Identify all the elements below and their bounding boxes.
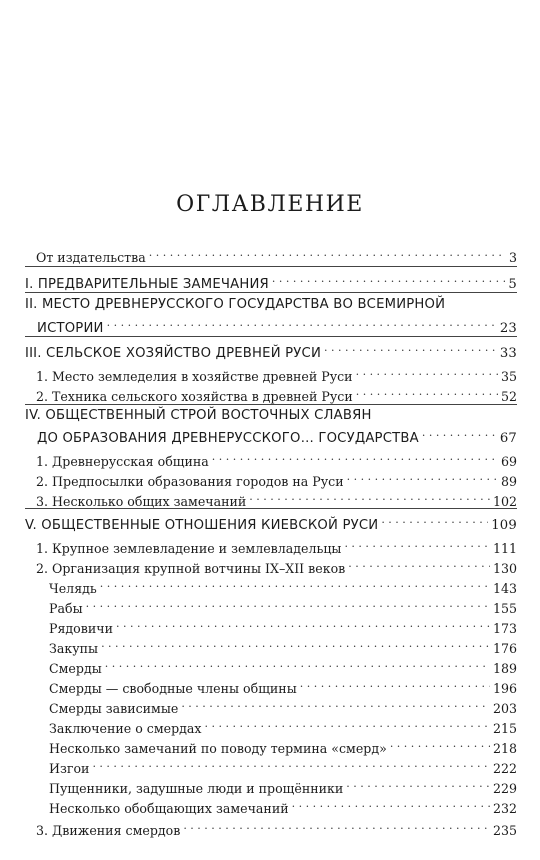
toc-entry-label: 1. Крупное землевладение и землевладельцы — [36, 541, 342, 556]
toc-page-number: 89 — [500, 474, 517, 489]
toc-page-number: 109 — [491, 518, 517, 533]
divider — [25, 292, 517, 293]
toc-part-label: V. ОБЩЕСТВЕННЫЕ ОТНОШЕНИЯ КИЕВСКОЙ РУСИ — [25, 518, 379, 533]
toc-page-number: 215 — [492, 721, 517, 736]
leader-dots — [272, 270, 506, 288]
toc-page-number: 67 — [499, 431, 517, 446]
toc-entry-label: Пущенники, задушные люди и прощённики — [49, 781, 344, 796]
toc-page-number: 218 — [492, 741, 517, 756]
divider — [25, 266, 517, 267]
toc-entry-label: Челядь — [49, 581, 97, 596]
toc-part-3[interactable] — [25, 339, 517, 361]
toc-subentry[interactable] — [49, 595, 517, 616]
leader-dots — [292, 795, 490, 813]
toc-subentry[interactable] — [49, 775, 517, 796]
toc-subentry[interactable] — [49, 675, 517, 696]
toc-entry-label: Смерды — [49, 661, 102, 676]
leader-dots — [249, 488, 490, 506]
toc-entry-label: 3. Движения смердов — [36, 823, 181, 838]
leader-dots — [348, 555, 490, 573]
toc-part-5[interactable] — [25, 511, 517, 533]
toc-page-number: 176 — [492, 641, 517, 656]
toc-entry-label: Закупы — [49, 641, 99, 656]
leader-dots — [116, 615, 490, 633]
divider — [25, 336, 517, 337]
toc-entry-label: 2. Предпосылки образования городов на Руси — [36, 474, 344, 489]
toc-subentry[interactable] — [49, 755, 517, 776]
toc-subentry[interactable] — [49, 715, 517, 736]
toc-part-4[interactable] — [37, 424, 517, 446]
toc-entry[interactable] — [36, 555, 517, 576]
toc-page-number: 5 — [508, 277, 517, 292]
leader-dots — [356, 383, 498, 401]
leader-dots — [346, 775, 490, 793]
toc-page-number: 52 — [500, 389, 517, 404]
toc-subentry[interactable] — [49, 695, 517, 716]
toc-entry[interactable] — [36, 448, 517, 469]
toc-entry-label: Рабы — [49, 601, 83, 616]
toc-part-label: ИСТОРИИ — [37, 321, 104, 336]
toc-page-number: 69 — [500, 454, 517, 469]
toc-entry-label: Заключение о смердах — [49, 721, 202, 736]
divider — [25, 508, 517, 509]
leader-dots — [344, 535, 490, 553]
toc-entry-label: Смерды — свободные члены общины — [49, 681, 297, 696]
toc-part-label: ДО ОБРАЗОВАНИЯ ДРЕВНЕРУССКОГО… ГОСУДАРСТВА — [37, 431, 419, 446]
leader-dots — [390, 735, 490, 753]
toc-page-number: 232 — [492, 801, 517, 816]
toc-part-label: I. ПРЕДВАРИТЕЛЬНЫЕ ЗАМЕЧАНИЯ — [25, 277, 269, 292]
leader-dots — [300, 675, 490, 693]
leader-dots — [356, 363, 498, 381]
toc-subentry[interactable] — [49, 615, 517, 636]
toc-entry-label: Смерды зависимые — [49, 701, 179, 716]
leader-dots — [149, 244, 506, 262]
leader-dots — [381, 511, 488, 529]
toc-entry[interactable] — [36, 817, 517, 838]
toc-subentry[interactable] — [49, 635, 517, 656]
toc-subentry[interactable] — [49, 795, 517, 816]
leader-dots — [205, 715, 490, 733]
leader-dots — [86, 595, 490, 613]
leader-dots — [100, 575, 490, 593]
leader-dots — [347, 468, 498, 486]
leader-dots — [101, 635, 490, 653]
toc-page-number: 111 — [492, 541, 517, 556]
toc-entry-label: 1. Древнерусская община — [36, 454, 209, 469]
toc-page-number: 23 — [499, 321, 517, 336]
toc-entry[interactable] — [36, 488, 517, 509]
toc-subentry[interactable] — [49, 575, 517, 596]
toc-page-number: 155 — [492, 601, 517, 616]
toc-page-number: 3 — [508, 250, 517, 265]
toc-page-number: 173 — [492, 621, 517, 636]
toc-page-number: 203 — [492, 701, 517, 716]
toc-entry[interactable] — [36, 363, 517, 384]
leader-dots — [107, 314, 497, 332]
toc-entry-label: Несколько замечаний по поводу термина «смерд» — [49, 741, 387, 756]
toc-page-number: 35 — [500, 369, 517, 384]
toc-page-number: 235 — [492, 823, 517, 838]
toc-page-number: 143 — [492, 581, 517, 596]
toc-entry-publisher[interactable] — [36, 244, 517, 265]
toc-entry-label: 2. Организация крупной вотчины IX–XII веков — [36, 561, 346, 576]
toc-subentry[interactable] — [49, 655, 517, 676]
toc-part-4-line1[interactable]: IV. ОБЩЕСТВЕННЫЙ СТРОЙ ВОСТОЧНЫХ СЛАВЯН — [25, 408, 372, 423]
leader-dots — [324, 339, 497, 357]
toc-page-number: 102 — [492, 494, 517, 509]
toc-page-number: 33 — [499, 346, 517, 361]
toc-entry-label: 1. Место земледелия в хозяйстве древней Руси — [36, 369, 353, 384]
toc-page-number: 196 — [492, 681, 517, 696]
leader-dots — [105, 655, 490, 673]
leader-dots — [422, 424, 497, 442]
leader-dots — [183, 817, 490, 835]
toc-page-number: 189 — [492, 661, 517, 676]
toc-page-number: 222 — [492, 761, 517, 776]
toc-entry-label: От издательства — [36, 250, 146, 265]
toc-entry[interactable] — [36, 535, 517, 556]
toc-part-2[interactable] — [37, 314, 517, 336]
toc-part-2-line1[interactable]: II. МЕСТО ДРЕВНЕРУССКОГО ГОСУДАРСТВА ВО ВСЕМИРНОЙ — [25, 297, 446, 312]
toc-subentry[interactable] — [49, 735, 517, 756]
toc-part-1[interactable] — [25, 270, 517, 292]
leader-dots — [181, 695, 490, 713]
leader-dots — [92, 755, 490, 773]
toc-part-label: III. СЕЛЬСКОЕ ХОЗЯЙСТВО ДРЕВНЕЙ РУСИ — [25, 346, 322, 361]
toc-entry-label: Несколько обобщающих замечаний — [49, 801, 289, 816]
toc-entry[interactable] — [36, 468, 517, 489]
toc-entry-label: Рядовичи — [49, 621, 113, 636]
leader-dots — [212, 448, 498, 466]
divider — [25, 404, 517, 405]
toc-page-number: 229 — [492, 781, 517, 796]
toc-entry-label: 3. Несколько общих замечаний — [36, 494, 247, 509]
toc-entry-label: Изгои — [49, 761, 90, 776]
page-title: ОГЛАВЛЕНИЕ — [176, 192, 364, 217]
toc-entry-label: 2. Техника сельского хозяйства в древней Руси — [36, 389, 353, 404]
toc-page-number: 130 — [492, 561, 517, 576]
toc-entry[interactable] — [36, 383, 517, 404]
